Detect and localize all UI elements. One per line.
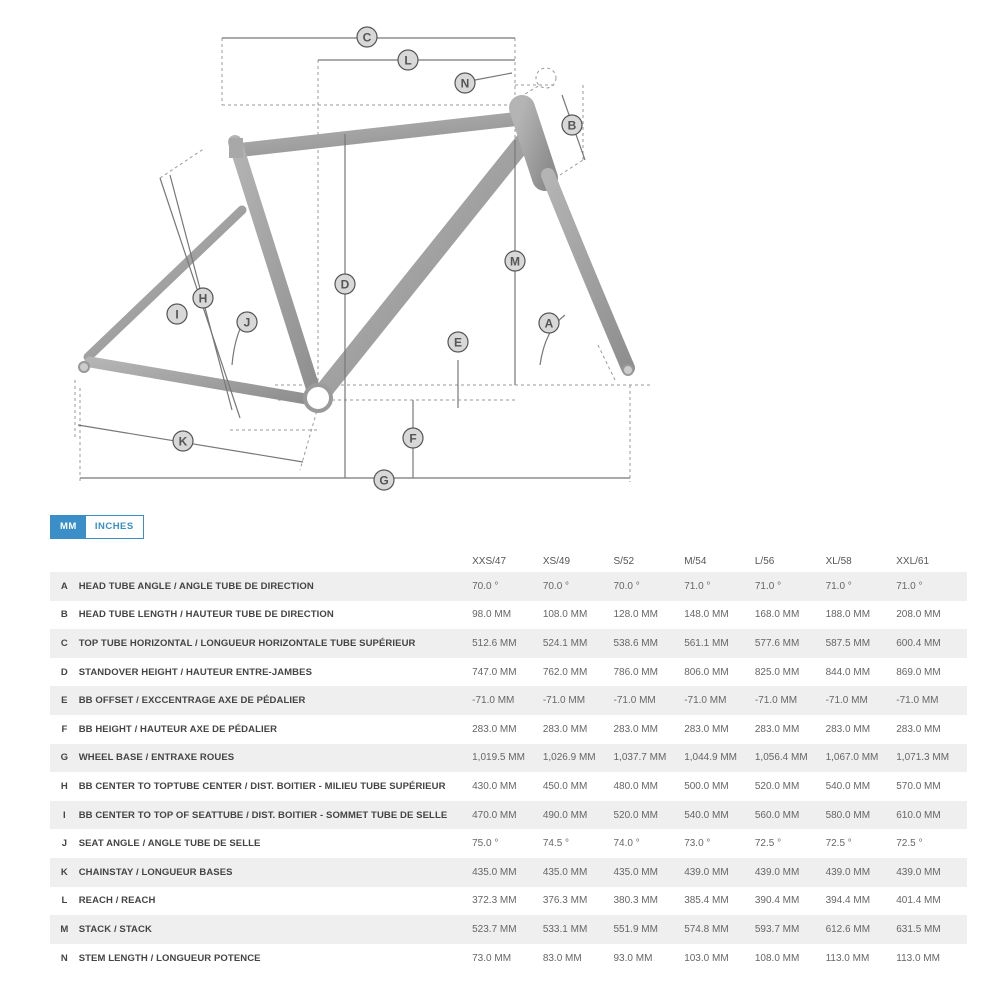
row-label: STANDOVER HEIGHT / HAUTEUR ENTRE-JAMBES xyxy=(78,666,313,678)
row-value: 72.5 ° xyxy=(896,838,923,850)
row-value: 283.0 MM xyxy=(542,723,588,735)
dimension-marker-e xyxy=(448,332,468,352)
row-value: 108.0 MM xyxy=(542,609,588,621)
row-value: -71.0 MM xyxy=(755,686,826,715)
row-label: WHEEL BASE / ENTRAXE ROUES xyxy=(79,744,472,773)
dimension-marker-letter: B xyxy=(567,118,577,133)
row-value: 70.0 ° xyxy=(543,572,614,601)
row-value: 523.7 MM xyxy=(472,915,543,944)
table-row xyxy=(50,715,967,744)
dimension-marker-l xyxy=(398,50,418,70)
mm-unit-button[interactable]: MM xyxy=(51,516,86,538)
dimension-marker-letter: I xyxy=(175,307,179,322)
row-value: 283.0 MM xyxy=(896,723,941,735)
row-value: 561.1 MM xyxy=(684,629,755,658)
row-value: 524.1 MM xyxy=(543,629,614,658)
row-label: BB HEIGHT / HAUTEUR AXE DE PÉDALIER xyxy=(78,723,278,735)
row-label: BB CENTER TO TOP OF SEATTUBE / DIST. BOITIER - SOMMET TUBE DE SELLE xyxy=(79,801,472,830)
row-value: 380.3 MM xyxy=(613,895,658,907)
reference-lines xyxy=(75,38,650,482)
dimension-marker-m xyxy=(505,251,525,271)
row-value: 1,056.4 MM xyxy=(755,744,826,773)
row-value: 533.1 MM xyxy=(543,915,614,944)
table-row xyxy=(50,829,967,858)
row-value: 825.0 MM xyxy=(754,666,800,678)
row-value: 762.0 MM xyxy=(542,666,588,678)
dimension-marker-letter: G xyxy=(379,473,389,488)
row-value: 580.0 MM xyxy=(826,801,897,830)
dimension-marker-i xyxy=(167,304,187,324)
row-value: 490.0 MM xyxy=(543,801,614,830)
row-value: 551.9 MM xyxy=(614,915,685,944)
size-header: L/56 xyxy=(754,555,775,567)
row-value: -71.0 MM xyxy=(684,686,755,715)
row-value: 587.5 MM xyxy=(826,629,897,658)
row-value: -71.0 MM xyxy=(614,686,685,715)
row-value: 148.0 MM xyxy=(684,609,729,621)
row-key: J xyxy=(61,838,67,850)
row-value: 500.0 MM xyxy=(684,780,729,792)
row-value: 435.0 MM xyxy=(472,858,543,887)
row-value: -71.0 MM xyxy=(896,686,967,715)
inches-unit-button[interactable]: INCHES xyxy=(86,516,143,538)
row-value: 577.6 MM xyxy=(755,629,826,658)
table-row xyxy=(50,772,967,801)
row-value: 512.6 MM xyxy=(472,629,543,658)
row-value: 283.0 MM xyxy=(472,723,517,735)
row-key: L xyxy=(61,895,68,907)
row-value: 372.3 MM xyxy=(472,895,517,907)
row-key: D xyxy=(60,666,68,678)
row-value: 786.0 MM xyxy=(613,666,658,678)
table-row xyxy=(50,744,967,773)
row-value: 71.0 ° xyxy=(684,572,755,601)
dimension-marker-letter: F xyxy=(409,431,417,446)
row-value: 401.4 MM xyxy=(896,895,941,907)
row-value: 128.0 MM xyxy=(613,609,658,621)
row-value: 93.0 MM xyxy=(613,952,653,964)
row-value: 70.0 ° xyxy=(614,572,685,601)
size-header: XL/58 xyxy=(825,555,852,567)
dimension-marker-h xyxy=(193,288,213,308)
table-row xyxy=(50,858,967,887)
row-value: 1,067.0 MM xyxy=(826,744,897,773)
row-value: 108.0 MM xyxy=(754,952,800,964)
row-value: -71.0 MM xyxy=(826,686,897,715)
dimension-marker-g xyxy=(374,470,394,490)
table-row xyxy=(50,887,967,916)
row-value: 71.0 ° xyxy=(896,572,967,601)
row-value: 538.6 MM xyxy=(614,629,685,658)
table-row xyxy=(50,629,967,658)
row-value: 747.0 MM xyxy=(472,666,517,678)
row-value: 72.5 ° xyxy=(825,838,852,850)
row-value: 1,044.9 MM xyxy=(684,744,755,773)
row-value: 74.5 ° xyxy=(542,838,570,850)
dimension-marker-letter: E xyxy=(453,335,463,350)
table-row xyxy=(50,658,967,687)
row-value: 439.0 MM xyxy=(684,858,755,887)
geometry-table xyxy=(50,550,967,972)
row-value: 71.0 ° xyxy=(826,572,897,601)
size-header: M/54 xyxy=(684,555,707,567)
dimension-marker-n xyxy=(455,73,475,93)
row-value: 844.0 MM xyxy=(825,666,871,678)
row-value: 470.0 MM xyxy=(472,801,543,830)
row-value: 480.0 MM xyxy=(613,780,658,792)
row-key: M xyxy=(50,915,79,944)
dimension-marker-letter: K xyxy=(178,434,188,449)
row-value: 168.0 MM xyxy=(754,609,800,621)
dimension-marker-letter: A xyxy=(544,316,554,331)
row-value: 73.0 ° xyxy=(684,838,711,850)
dimension-marker-k xyxy=(173,431,193,451)
dimension-marker-letter: N xyxy=(460,76,470,91)
row-value: 540.0 MM xyxy=(825,780,871,792)
row-label: HEAD TUBE ANGLE / ANGLE TUBE DE DIRECTION xyxy=(79,572,472,601)
bike-frame xyxy=(88,108,628,400)
table-row xyxy=(50,801,967,830)
row-value: 283.0 MM xyxy=(754,723,800,735)
row-value: 208.0 MM xyxy=(896,609,941,621)
row-value: 385.4 MM xyxy=(684,895,729,907)
row-value: 74.0 ° xyxy=(613,838,640,850)
row-value: 574.8 MM xyxy=(684,915,755,944)
row-value: 631.5 MM xyxy=(896,915,967,944)
size-header: S/52 xyxy=(613,555,635,567)
row-value: 869.0 MM xyxy=(896,666,941,678)
row-value: 83.0 MM xyxy=(542,952,582,964)
dimension-marker-c xyxy=(357,27,377,47)
row-value: 520.0 MM xyxy=(754,780,800,792)
dimension-marker-a xyxy=(539,313,559,333)
dimension-marker-letter: M xyxy=(510,254,520,269)
row-value: 283.0 MM xyxy=(684,723,729,735)
size-header: XXL/61 xyxy=(896,555,930,567)
row-value: 283.0 MM xyxy=(613,723,658,735)
row-value: 1,026.9 MM xyxy=(543,744,614,773)
table-row xyxy=(50,601,967,630)
row-value: 612.6 MM xyxy=(826,915,897,944)
table-row xyxy=(50,572,967,601)
dimension-marker-f xyxy=(403,428,423,448)
row-key: H xyxy=(60,780,68,792)
row-value: 70.0 ° xyxy=(472,572,543,601)
size-header: XS/49 xyxy=(542,555,571,567)
row-label: BB OFFSET / EXCCENTRAGE AXE DE PÉDALIER xyxy=(79,686,472,715)
row-key: B xyxy=(60,609,68,621)
row-value: 113.0 MM xyxy=(825,952,870,964)
row-label: TOP TUBE HORIZONTAL / LONGUEUR HORIZONTALE TUBE SUPÉRIEUR xyxy=(79,629,472,658)
row-value: 71.0 ° xyxy=(755,572,826,601)
dimension-marker-letter: J xyxy=(243,315,251,330)
row-value: 560.0 MM xyxy=(755,801,826,830)
row-key: G xyxy=(50,744,79,773)
row-value: 1,071.3 MM xyxy=(896,744,967,773)
row-value: 1,037.7 MM xyxy=(614,744,685,773)
row-value: 430.0 MM xyxy=(472,780,517,792)
row-key: F xyxy=(61,723,68,735)
row-value: 439.0 MM xyxy=(755,858,826,887)
dimension-marker-letter: H xyxy=(198,291,208,306)
row-value: 73.0 MM xyxy=(472,952,512,964)
row-label: SEAT ANGLE / ANGLE TUBE DE SELLE xyxy=(78,838,261,850)
row-value: 610.0 MM xyxy=(896,801,967,830)
row-value: 570.0 MM xyxy=(896,780,941,792)
dimension-marker-d xyxy=(335,274,355,294)
dimension-marker-letter: D xyxy=(340,277,350,292)
table-row xyxy=(50,915,967,944)
row-key: N xyxy=(60,952,68,964)
row-value: 439.0 MM xyxy=(826,858,897,887)
row-value: 439.0 MM xyxy=(896,858,967,887)
row-value: 98.0 MM xyxy=(472,609,512,621)
row-key: E xyxy=(50,686,79,715)
row-key: I xyxy=(50,801,79,830)
header-key-spacer xyxy=(50,550,79,572)
table-row xyxy=(50,686,967,715)
size-header: XXS/47 xyxy=(472,555,507,567)
row-value: 593.7 MM xyxy=(755,915,826,944)
dimension-marker-j xyxy=(237,312,257,332)
row-value: 435.0 MM xyxy=(543,858,614,887)
dimension-lines xyxy=(78,38,630,478)
row-key: K xyxy=(50,858,79,887)
row-value: 376.3 MM xyxy=(542,895,588,907)
size-header-row xyxy=(50,550,967,572)
row-key: A xyxy=(50,572,79,601)
row-value: 188.0 MM xyxy=(825,609,871,621)
row-value: 1,019.5 MM xyxy=(472,744,543,773)
row-value: 75.0 ° xyxy=(472,838,499,850)
row-value: 600.4 MM xyxy=(896,629,967,658)
row-value: 113.0 MM xyxy=(896,952,940,964)
row-value: -71.0 MM xyxy=(543,686,614,715)
row-label: REACH / REACH xyxy=(78,895,156,907)
row-value: 540.0 MM xyxy=(684,801,755,830)
table-row xyxy=(50,944,967,973)
row-label: STACK / STACK xyxy=(79,915,472,944)
row-label: HEAD TUBE LENGTH / HAUTEUR TUBE DE DIRECTION xyxy=(78,609,334,621)
row-value: 394.4 MM xyxy=(825,895,871,907)
row-label: BB CENTER TO TOPTUBE CENTER / DIST. BOITIER - MILIEU TUBE SUPÉRIEUR xyxy=(78,780,446,792)
header-label-spacer xyxy=(79,550,472,572)
row-value: 806.0 MM xyxy=(684,666,729,678)
row-value: 390.4 MM xyxy=(754,895,800,907)
row-key: C xyxy=(50,629,79,658)
row-value: -71.0 MM xyxy=(472,686,543,715)
row-value: 450.0 MM xyxy=(542,780,588,792)
row-label: STEM LENGTH / LONGUEUR POTENCE xyxy=(78,952,261,964)
row-value: 103.0 MM xyxy=(684,952,729,964)
row-value: 72.5 ° xyxy=(754,838,782,850)
row-value: 435.0 MM xyxy=(614,858,685,887)
row-value: 283.0 MM xyxy=(825,723,871,735)
dimension-marker-b xyxy=(562,115,582,135)
row-value: 520.0 MM xyxy=(614,801,685,830)
unit-toggle xyxy=(50,515,144,539)
row-label: CHAINSTAY / LONGUEUR BASES xyxy=(79,858,472,887)
dimension-marker-letter: C xyxy=(362,30,372,45)
dimension-marker-letter: L xyxy=(404,53,412,68)
